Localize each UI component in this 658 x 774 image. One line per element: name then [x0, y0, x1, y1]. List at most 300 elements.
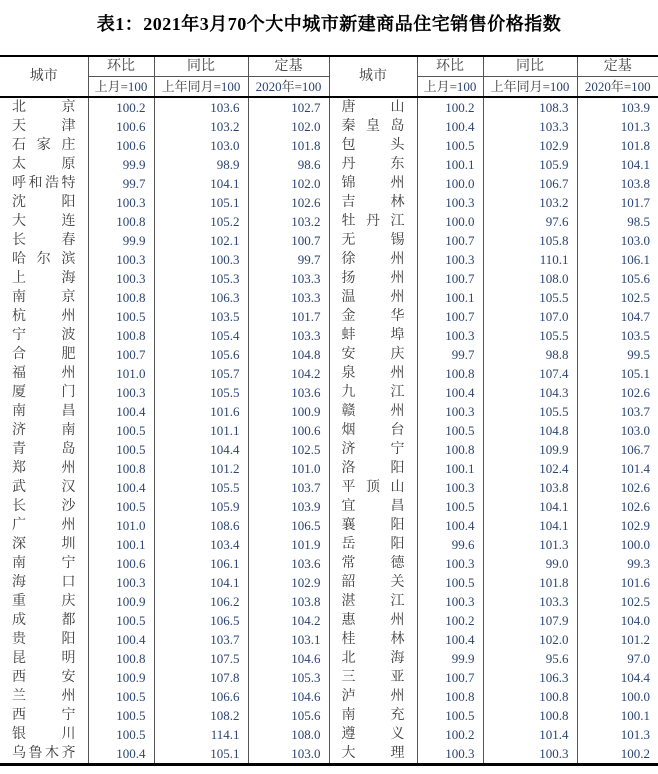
city-name: 重 庆 [12, 594, 76, 609]
city-cell [329, 212, 417, 231]
city-cell [0, 668, 88, 687]
yoy-cell: 108.0 [483, 269, 577, 288]
city-cell [329, 193, 417, 212]
yoy-cell: 104.4 [154, 440, 248, 459]
table-row [0, 497, 658, 516]
mom-cell: 100.3 [417, 326, 483, 345]
base-cell: 106.1 [577, 250, 658, 269]
mom-cell: 100.3 [417, 478, 483, 497]
yoy-cell: 100.8 [483, 687, 577, 706]
base-cell: 100.6 [248, 421, 329, 440]
mom-cell: 100.9 [88, 592, 154, 611]
city-cell [329, 592, 417, 611]
city-cell [0, 269, 88, 288]
city-cell [0, 364, 88, 383]
city-name: 扬 州 [341, 271, 405, 286]
city-name: 无 锡 [341, 233, 405, 248]
city-cell [329, 573, 417, 592]
city-cell [329, 364, 417, 383]
yoy-cell: 103.8 [483, 478, 577, 497]
yoy-cell: 103.6 [154, 97, 248, 117]
yoy-cell: 105.5 [483, 326, 577, 345]
city-name: 九 江 [341, 385, 405, 400]
base-cell: 101.0 [248, 459, 329, 478]
yoy-cell: 104.8 [483, 421, 577, 440]
mom-cell: 100.5 [88, 440, 154, 459]
yoy-cell: 103.2 [154, 117, 248, 136]
yoy-cell: 105.5 [154, 478, 248, 497]
base-cell: 99.5 [577, 345, 658, 364]
yoy-cell: 103.3 [483, 117, 577, 136]
city-cell [329, 326, 417, 345]
base-cell: 102.7 [248, 97, 329, 117]
city-name: 昆 明 [12, 651, 76, 666]
city-name: 湛 江 [341, 594, 405, 609]
table-row [0, 117, 658, 136]
mom-cell: 100.8 [417, 364, 483, 383]
city-cell [0, 440, 88, 459]
base-cell: 98.5 [577, 212, 658, 231]
city-name: 石 家 庄 [12, 138, 76, 153]
base-cell: 99.7 [248, 250, 329, 269]
base-cell: 104.2 [248, 364, 329, 383]
city-name: 泸 州 [341, 689, 405, 704]
city-cell [329, 250, 417, 269]
city-name: 桂 林 [341, 632, 405, 647]
mom-cell: 99.6 [417, 535, 483, 554]
mom-cell: 100.2 [417, 97, 483, 117]
city-cell [0, 136, 88, 155]
base-cell: 98.6 [248, 155, 329, 174]
city-name: 济 宁 [341, 442, 405, 457]
city-name: 三 亚 [341, 670, 405, 685]
city-cell [329, 345, 417, 364]
city-cell [0, 155, 88, 174]
base-cell: 105.3 [248, 668, 329, 687]
city-cell [329, 668, 417, 687]
base-cell: 103.1 [248, 630, 329, 649]
city-name: 呼 和 浩 特 [12, 176, 76, 191]
city-name: 福 州 [12, 366, 76, 381]
base-cell: 105.1 [577, 364, 658, 383]
base-cell: 103.8 [248, 592, 329, 611]
yoy-cell: 106.3 [154, 288, 248, 307]
city-name: 银 川 [12, 727, 76, 742]
table-row [0, 212, 658, 231]
yoy-cell: 105.4 [154, 326, 248, 345]
yoy-cell: 108.2 [154, 706, 248, 725]
base-cell: 99.3 [577, 554, 658, 573]
mom-cell: 100.8 [88, 288, 154, 307]
city-cell [0, 193, 88, 212]
mom-cell: 100.5 [88, 497, 154, 516]
yoy-cell: 105.7 [154, 364, 248, 383]
city-name: 郑 州 [12, 461, 76, 476]
mom-cell: 100.7 [417, 269, 483, 288]
city-cell [329, 174, 417, 193]
yoy-cell: 105.6 [154, 345, 248, 364]
table-row [0, 136, 658, 155]
city-cell [0, 307, 88, 326]
table-row [0, 326, 658, 345]
city-cell [329, 706, 417, 725]
city-cell [329, 288, 417, 307]
city-name: 泉 州 [341, 366, 405, 381]
base-cell: 105.6 [577, 269, 658, 288]
base-cell: 102.6 [248, 193, 329, 212]
mom-cell: 100.3 [417, 402, 483, 421]
mom-cell: 100.0 [417, 174, 483, 193]
city-name: 常 德 [341, 556, 405, 571]
yoy-cell: 104.1 [483, 497, 577, 516]
table-row [0, 706, 658, 725]
table-row [0, 725, 658, 744]
table-row [0, 516, 658, 535]
yoy-cell: 103.7 [154, 630, 248, 649]
mom-cell: 100.3 [417, 592, 483, 611]
mom-cell: 100.8 [88, 326, 154, 345]
city-cell [329, 611, 417, 630]
yoy-cell: 110.1 [483, 250, 577, 269]
table-row [0, 440, 658, 459]
mom-cell: 100.4 [88, 744, 154, 765]
mom-cell: 100.7 [417, 668, 483, 687]
city-cell [0, 592, 88, 611]
yoy-cell: 97.6 [483, 212, 577, 231]
mom-cell: 100.5 [417, 706, 483, 725]
mom-cell: 100.8 [88, 459, 154, 478]
table-row [0, 174, 658, 193]
yoy-cell: 106.1 [154, 554, 248, 573]
city-cell [0, 402, 88, 421]
base-cell: 104.1 [577, 155, 658, 174]
mom-cell: 100.8 [88, 649, 154, 668]
mom-cell: 100.5 [88, 725, 154, 744]
yoy-cell: 101.2 [154, 459, 248, 478]
city-name: 海 口 [12, 575, 76, 590]
city-cell [0, 497, 88, 516]
table-row [0, 402, 658, 421]
yoy-cell: 108.3 [483, 97, 577, 117]
yoy-cell: 98.9 [154, 155, 248, 174]
base-cell: 106.5 [248, 516, 329, 535]
city-name: 徐 州 [341, 252, 405, 267]
city-name: 太 原 [12, 157, 76, 172]
mom-cell: 100.5 [88, 611, 154, 630]
base-cell: 103.5 [577, 326, 658, 345]
base-cell: 103.0 [577, 421, 658, 440]
yoy-cell: 107.0 [483, 307, 577, 326]
city-name: 岳 阳 [341, 537, 405, 552]
city-name: 遵 义 [341, 727, 405, 742]
base-cell: 103.7 [248, 478, 329, 497]
city-cell [0, 687, 88, 706]
base-cell: 102.5 [577, 288, 658, 307]
city-cell [0, 725, 88, 744]
city-name: 西 宁 [12, 708, 76, 723]
city-name: 秦 皇 岛 [341, 119, 405, 134]
city-cell [0, 459, 88, 478]
city-name: 金 华 [341, 309, 405, 324]
base-cell: 103.9 [577, 97, 658, 117]
city-name: 南 充 [341, 708, 405, 723]
table-row [0, 155, 658, 174]
base-cell: 102.0 [248, 174, 329, 193]
city-cell [0, 383, 88, 402]
mom-cell: 100.3 [88, 573, 154, 592]
base-cell: 100.0 [577, 535, 658, 554]
city-cell [329, 497, 417, 516]
yoy-cell: 105.5 [483, 402, 577, 421]
base-base-label-right: 2020年=100 [577, 77, 658, 98]
city-name: 长 春 [12, 233, 76, 248]
table-row [0, 231, 658, 250]
yoy-cell: 98.8 [483, 345, 577, 364]
city-name: 包 头 [341, 138, 405, 153]
city-name: 成 都 [12, 613, 76, 628]
yoy-base-label-left: 上年同月=100 [154, 77, 248, 98]
city-cell [0, 630, 88, 649]
base-cell: 103.3 [248, 288, 329, 307]
mom-cell: 100.4 [88, 478, 154, 497]
city-cell [329, 136, 417, 155]
table-row [0, 250, 658, 269]
mom-cell: 100.4 [417, 516, 483, 535]
mom-cell: 100.8 [417, 687, 483, 706]
yoy-cell: 104.1 [483, 516, 577, 535]
base-cell: 104.8 [248, 345, 329, 364]
base-cell: 104.0 [577, 611, 658, 630]
city-name: 牡 丹 江 [341, 214, 405, 229]
yoy-cell: 103.0 [154, 136, 248, 155]
city-cell [329, 269, 417, 288]
table-row [0, 383, 658, 402]
city-cell [0, 744, 88, 765]
city-cell [0, 611, 88, 630]
city-name: 大 理 [341, 746, 405, 761]
mom-cell: 100.3 [88, 269, 154, 288]
city-cell [329, 725, 417, 744]
city-name: 深 圳 [12, 537, 76, 552]
yoy-cell: 105.5 [154, 383, 248, 402]
city-name: 哈 尔 滨 [12, 252, 76, 267]
city-cell [0, 649, 88, 668]
mom-cell: 100.6 [88, 117, 154, 136]
city-cell [0, 345, 88, 364]
city-name: 唐 山 [341, 100, 405, 115]
city-name: 济 南 [12, 423, 76, 438]
city-name: 丹 东 [341, 157, 405, 172]
city-name: 赣 州 [341, 404, 405, 419]
table-row [0, 687, 658, 706]
base-cell: 101.8 [248, 136, 329, 155]
mom-cell: 100.2 [417, 611, 483, 630]
mom-base-label-left: 上月=100 [88, 77, 154, 98]
yoy-cell: 106.3 [483, 668, 577, 687]
base-cell: 102.6 [577, 383, 658, 402]
city-cell [329, 383, 417, 402]
city-cell [0, 516, 88, 535]
city-cell [329, 630, 417, 649]
header-row-groups [0, 56, 658, 77]
mom-cell: 100.5 [88, 687, 154, 706]
city-cell [329, 97, 417, 117]
yoy-cell: 102.0 [483, 630, 577, 649]
table-row [0, 364, 658, 383]
base-cell: 102.0 [248, 117, 329, 136]
yoy-cell: 105.8 [483, 231, 577, 250]
mom-cell: 100.3 [417, 250, 483, 269]
city-name: 天 津 [12, 119, 76, 134]
yoy-cell: 104.1 [154, 573, 248, 592]
mom-cell: 101.0 [88, 364, 154, 383]
city-name: 惠 州 [341, 613, 405, 628]
city-cell [329, 440, 417, 459]
yoy-cell: 106.5 [154, 611, 248, 630]
city-name: 武 汉 [12, 480, 76, 495]
city-cell [0, 231, 88, 250]
city-name: 锦 州 [341, 176, 405, 191]
yoy-cell: 101.1 [154, 421, 248, 440]
mom-cell: 100.5 [417, 136, 483, 155]
city-name: 蚌 埠 [341, 328, 405, 343]
mom-cell: 100.3 [417, 193, 483, 212]
mom-cell: 99.7 [88, 174, 154, 193]
city-cell [329, 459, 417, 478]
yoy-cell: 100.8 [483, 706, 577, 725]
page-title: 表1：2021年3月70个大中城市新建商品住宅销售价格指数 [96, 14, 562, 34]
yoy-cell: 105.3 [154, 269, 248, 288]
mom-cell: 100.3 [417, 554, 483, 573]
yoy-cell: 103.2 [483, 193, 577, 212]
yoy-cell: 109.9 [483, 440, 577, 459]
mom-cell: 100.5 [88, 421, 154, 440]
base-cell: 101.3 [577, 117, 658, 136]
city-name: 乌 鲁 木 齐 [12, 746, 76, 761]
mom-cell: 100.7 [417, 231, 483, 250]
table-row [0, 421, 658, 440]
city-cell [329, 744, 417, 765]
base-cell: 100.1 [577, 706, 658, 725]
mom-cell: 100.7 [88, 345, 154, 364]
city-cell [329, 421, 417, 440]
mom-column-header-right: 环比 [417, 56, 483, 77]
mom-cell: 100.4 [88, 402, 154, 421]
yoy-cell: 101.4 [483, 725, 577, 744]
table-row [0, 744, 658, 765]
mom-cell: 100.4 [417, 383, 483, 402]
base-cell: 101.7 [248, 307, 329, 326]
table-row [0, 459, 658, 478]
base-cell: 101.8 [577, 136, 658, 155]
base-cell: 100.7 [248, 231, 329, 250]
table-row [0, 573, 658, 592]
yoy-cell: 107.5 [154, 649, 248, 668]
table-row [0, 535, 658, 554]
city-name: 厦 门 [12, 385, 76, 400]
base-column-header-left: 定基 [248, 56, 329, 77]
mom-cell: 100.1 [417, 288, 483, 307]
mom-cell: 101.0 [88, 516, 154, 535]
table-row [0, 345, 658, 364]
base-cell: 103.0 [248, 744, 329, 765]
city-cell [0, 97, 88, 117]
table-row [0, 611, 658, 630]
city-cell [329, 687, 417, 706]
base-cell: 103.9 [248, 497, 329, 516]
yoy-cell: 102.9 [483, 136, 577, 155]
yoy-cell: 100.3 [154, 250, 248, 269]
base-base-label-left: 2020年=100 [248, 77, 329, 98]
yoy-cell: 95.6 [483, 649, 577, 668]
base-cell: 106.7 [577, 440, 658, 459]
mom-cell: 100.5 [88, 307, 154, 326]
mom-cell: 100.1 [417, 459, 483, 478]
base-cell: 105.6 [248, 706, 329, 725]
city-cell [0, 212, 88, 231]
base-cell: 103.6 [248, 383, 329, 402]
city-cell [0, 573, 88, 592]
mom-cell: 100.3 [88, 383, 154, 402]
base-cell: 104.6 [248, 649, 329, 668]
city-name: 吉 林 [341, 195, 405, 210]
base-cell: 102.5 [248, 440, 329, 459]
city-name: 安 庆 [341, 347, 405, 362]
yoy-cell: 104.1 [154, 174, 248, 193]
mom-cell: 100.2 [88, 97, 154, 117]
base-cell: 101.4 [577, 459, 658, 478]
yoy-cell: 108.6 [154, 516, 248, 535]
table-row [0, 630, 658, 649]
city-cell [329, 478, 417, 497]
yoy-cell: 105.5 [483, 288, 577, 307]
base-cell: 108.0 [248, 725, 329, 744]
yoy-cell: 101.6 [154, 402, 248, 421]
mom-cell: 100.0 [417, 212, 483, 231]
base-cell: 100.9 [248, 402, 329, 421]
table-row [0, 668, 658, 687]
base-cell: 100.0 [577, 687, 658, 706]
mom-cell: 100.1 [88, 535, 154, 554]
base-cell: 97.0 [577, 649, 658, 668]
yoy-cell: 102.1 [154, 231, 248, 250]
mom-cell: 100.5 [88, 706, 154, 725]
mom-cell: 100.5 [417, 421, 483, 440]
yoy-cell: 101.3 [483, 535, 577, 554]
mom-cell: 100.8 [88, 212, 154, 231]
city-cell [0, 535, 88, 554]
table-row [0, 97, 658, 117]
city-name: 南 昌 [12, 404, 76, 419]
mom-column-header-left: 环比 [88, 56, 154, 77]
city-cell [0, 117, 88, 136]
base-cell: 102.9 [248, 573, 329, 592]
mom-cell: 100.4 [417, 117, 483, 136]
base-cell: 100.2 [577, 744, 658, 765]
base-cell: 103.6 [248, 554, 329, 573]
city-name: 大 连 [12, 214, 76, 229]
mom-cell: 100.8 [417, 440, 483, 459]
yoy-cell: 103.5 [154, 307, 248, 326]
mom-cell: 100.6 [88, 136, 154, 155]
base-cell: 104.4 [577, 668, 658, 687]
yoy-cell: 104.3 [483, 383, 577, 402]
city-cell [329, 155, 417, 174]
yoy-cell: 106.6 [154, 687, 248, 706]
city-name: 兰 州 [12, 689, 76, 704]
base-cell: 102.6 [577, 478, 658, 497]
table-row [0, 592, 658, 611]
